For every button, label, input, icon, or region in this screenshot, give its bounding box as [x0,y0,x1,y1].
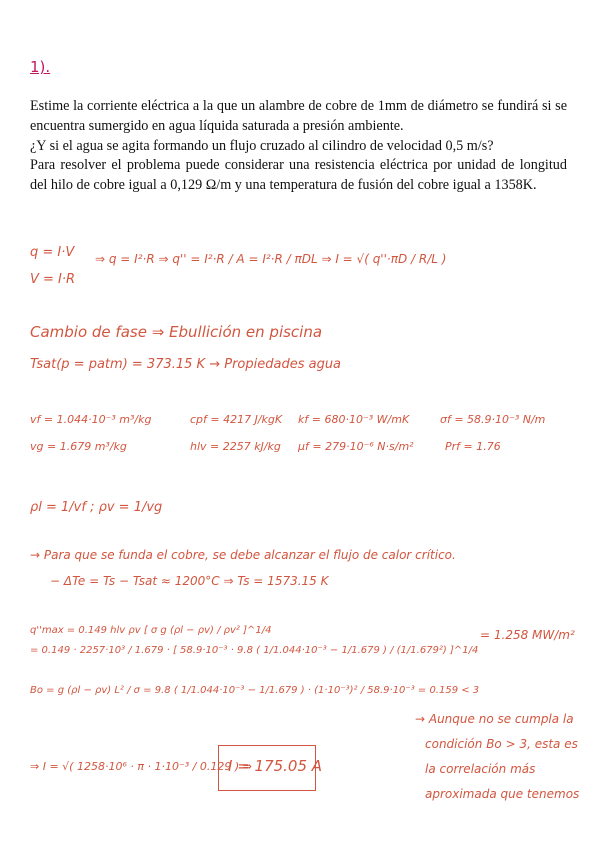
eq-power: q = I·V [30,245,75,260]
problem-number: 1). [30,58,51,76]
final-equation: ⇒ I = √( 1258·10⁶ · π · 1·10⁻³ / 0.129 ) ⇒ [30,760,252,773]
statement-paragraph-2: ¿Y si el agua se agita formando un flujo cruzado al cilindro de velocidad 0,5 m/s? [30,137,494,154]
side-note-4: aproximada que tenemos [425,787,580,801]
prop-hlv: hlv = 2257 kJ/kg [190,440,281,453]
final-result: I = 175.05 A [228,757,323,775]
phase-change-title: Cambio de fase ⇒ Ebullición en piscina [30,323,323,341]
prop-cpf: cpf = 4217 J/kgK [190,413,283,426]
prop-kf: kf = 680·10⁻³ W/mK [298,413,410,426]
prop-vf: vf = 1.044·10⁻³ m³/kg [30,413,152,426]
problem-statement [30,97,567,196]
densities: ρl = 1/vf ; ρv = 1/vg [30,500,163,515]
statement-paragraph-3: Para resolver el problema puede considerar una resistencia eléctrica por unidad de longitud del hilo de cobre igual a 0,129 Ω/m y una temperatura de fusión del cobre igual a 1358K. [30,157,567,194]
eq-chain: ⇒ q = I²·R ⇒ q'' = I²·R / A = I²·R / πDL ⇒ I = √( q''·πD / R/L ) [95,252,447,266]
qmax-result: = 1.258 MW/m² [480,628,575,642]
eq-voltage: V = I·R [30,272,76,287]
critical-flux-note: → Para que se funda el cobre, se debe alcanzar el flujo de calor crítico. [30,548,456,562]
side-note-1: → Aunque no se cumpla la [415,712,574,726]
prop-prf: Prf = 1.76 [445,440,501,453]
qmax-substitution: = 0.149 · 2257·10³ / 1.679 · [ 58.9·10⁻³ · 9.8 ( 1/1.044·10⁻³ − 1/1.679 ) / (1/1.679²) ]^1/4 [30,645,479,656]
side-note-2: condición Bo > 3, esta es [425,737,578,751]
prop-muf: μf = 279·10⁻⁶ N·s/m² [298,440,414,453]
statement-paragraph-1: Estime la corriente eléctrica a la que un alambre de cobre de 1mm de diámetro se fundirá si se encuentra sumergido en agua líquida saturada a presión ambiente. [30,98,567,134]
qmax-formula: q''max = 0.149 hlv ρv [ σ g (ρl − ρv) / ρv² ]^1/4 [30,625,272,636]
tsat-line: Tsat(p = patm) = 373.15 K → Propiedades agua [30,357,342,372]
bond-number: Bo = g (ρl − ρv) L² / σ = 9.8 ( 1/1.044·10⁻³ − 1/1.679 ) · (1·10⁻³)² / 58.9·10⁻³ = 0.159 < 3 [30,685,480,696]
side-note-3: la correlación más [425,762,536,776]
prop-sigmaf: σf = 58.9·10⁻³ N/m [440,413,546,426]
prop-vg: vg = 1.679 m³/kg [30,440,127,453]
delta-te-line: − ΔTe = Ts − Tsat ≈ 1200°C ⇒ Ts = 1573.15 K [50,574,329,588]
